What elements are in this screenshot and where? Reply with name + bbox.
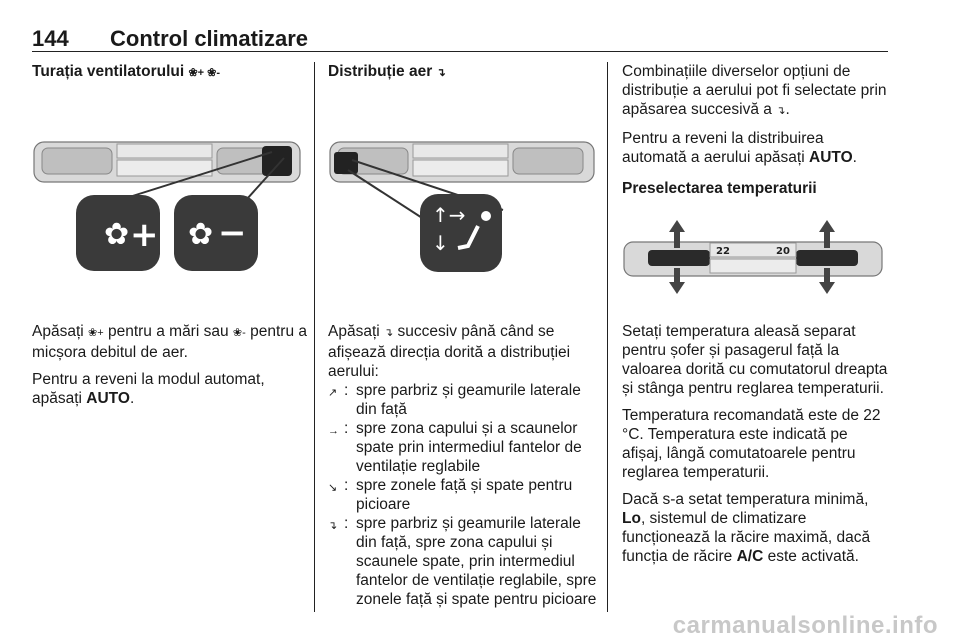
temperature-control-illustration [622, 218, 884, 296]
header-rule [32, 51, 888, 52]
page-title: Control climatizare [110, 26, 309, 51]
air-distribution-list: ↗ : spre parbriz și geamurile laterale din față → : spre zona capului și a scaunelor spate prin intermediul fantelor de ventilație reglabile ↘ : spre zonele față și spate pentru picioare ↴ : spre parbriz și geamurile laterale din față, spre zona capului și scaunele spate, prin intermediul fantelor de ventilație reglabile, spre zonele față și spate pentru picioare [328, 382, 597, 608]
column-fan-speed [32, 62, 307, 83]
list-item: spre zona capului și a scaunelor spate prin intermediul fantelor de ventilație reglabile [356, 420, 582, 475]
auto-distribution-paragraph: Pentru a reveni la distribuirea automată a aerului apăsați AUTO. [622, 130, 857, 166]
temperature-paragraph-1: Setați temperatura aleasă separat pentru șofer și pasagerul față la valoarea dorită cu comutatorul dreapta și stânga pentru reglarea temperaturii. [622, 323, 888, 397]
fan-speed-paragraph-2: Pentru a reveni la modul automat, apăsați AUTO. [32, 371, 265, 407]
fan-minus-icon: ❀- [232, 327, 246, 339]
windscreen-icon: ↗ [328, 387, 338, 399]
section-heading-temperature: Preselectarea temperaturii [622, 180, 817, 197]
column-divider-2 [607, 62, 608, 612]
svg-text:↑→: ↑→ [432, 203, 466, 227]
air-distribution-icon: ↴ [776, 105, 786, 117]
list-item: spre zonele față și spate pentru picioare [356, 477, 573, 513]
fan-speed-paragraph-1: Apăsați ❀+ pentru a mări sau ❀- pentru a micșora debitul de aer. [32, 323, 307, 361]
page-header [32, 26, 888, 52]
all-zones-icon: ↴ [328, 520, 338, 532]
svg-text:✿: ✿ [104, 217, 130, 252]
fan-plus-icon: ❀+ [88, 327, 104, 339]
temperature-text [622, 322, 888, 574]
list-item: spre parbriz și geamurile laterale din față [356, 382, 581, 418]
air-distribution-illustration [328, 130, 598, 275]
section-heading-air-distribution: Distribuție aer ↴ [328, 63, 446, 80]
page-number: 144 [32, 26, 69, 51]
column-air-distribution [328, 62, 598, 83]
fan-plus-minus-icon: ❀+ ❀- [188, 67, 221, 79]
column-divider-1 [314, 62, 315, 612]
svg-text:−: − [218, 213, 247, 253]
section-heading-fan-speed: Turația ventilatorului ❀+ ❀- [32, 63, 221, 80]
svg-text:+: + [130, 215, 159, 255]
air-distribution-icon: ↴ [436, 67, 446, 79]
fan-speed-text [32, 322, 307, 416]
air-distribution-intro: Apăsați ↴ succesiv până când se afișează direcția dorită a distribuției aerului: [328, 323, 571, 380]
footwell-icon: ↘ [328, 482, 338, 494]
list-item: spre parbriz și geamurile laterale din față, spre zona capului și scaunele spate, prin intermediul fantelor de ventilație reglabile, spre zonele față și spate pentru picioare [356, 515, 597, 608]
air-distribution-text [328, 322, 598, 609]
temperature-paragraph-2: Temperatura recomandată este de 22 °C. Temperatura este indicată pe afișaj, lângă comutatoarele pentru reglarea temperaturii. [622, 407, 881, 481]
fan-control-illustration [32, 130, 304, 275]
head-area-icon: → [328, 425, 339, 437]
temperature-paragraph-3: Dacă s-a setat temperatura minimă, Lo, sistemul de climatizare funcționează la răcire maximă, dacă funcția de răcire A/C este activată. [622, 491, 871, 565]
panel-temp-right: 20 [776, 246, 790, 257]
panel-temp-left: 22 [716, 246, 730, 257]
watermark: carmanualsonline.info [672, 612, 938, 639]
svg-text:↓: ↓ [432, 231, 449, 255]
combination-paragraph: Combinațiile diverselor opțiuni de distribuție a aerului pot fi selectate prin apăsarea succesivă a ↴. [622, 63, 887, 118]
air-distribution-icon: ↴ [384, 327, 394, 339]
column-temperature [622, 62, 888, 198]
svg-text:✿: ✿ [188, 217, 214, 252]
